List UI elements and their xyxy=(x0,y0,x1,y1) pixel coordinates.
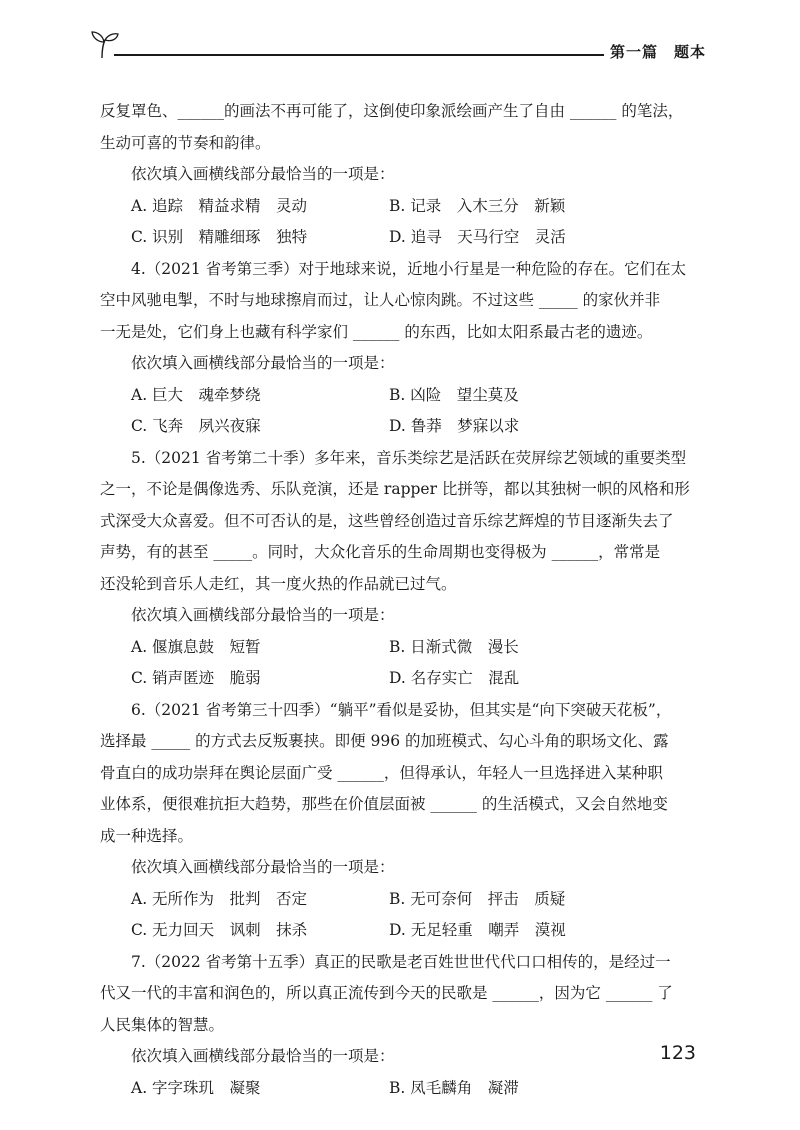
passage-line: 声势，有的甚至 _____。同时，大众化音乐的生命周期也变得极为 ______，常常是 xyxy=(100,543,661,561)
options-row xyxy=(100,663,698,695)
option-d: D. 鲁莽 梦寐以求 xyxy=(389,417,520,435)
passage-line: 式深受大众喜爱。但不可否认的是，这些曾经创造过音乐综艺辉煌的节目逐渐失去了 xyxy=(100,511,674,530)
question-prompt: 依次填入画横线部分最恰当的一项是： xyxy=(131,354,395,372)
question-prompt: 依次填入画横线部分最恰当的一项是： xyxy=(131,165,395,183)
option-d: D. 无足轻重 嘲弄 漠视 xyxy=(389,921,566,939)
options-row xyxy=(100,632,698,664)
question-5-line: 5.（2021 省考第二十季）多年来，音乐类综艺是活跃在荧屏综艺领域的重要类型 xyxy=(131,448,687,467)
question-prompt: 依次填入画横线部分最恰当的一项是： xyxy=(131,1047,395,1065)
options-row xyxy=(100,915,698,947)
option-b: B. 日渐式微 漫长 xyxy=(389,637,519,656)
question-prompt: 依次填入画横线部分最恰当的一项是： xyxy=(131,858,395,876)
question-prompt: 依次填入画横线部分最恰当的一项是： xyxy=(131,606,395,624)
options-row xyxy=(100,380,698,412)
passage-line: 之一，不论是偶像选秀、乐队竞演，还是 rapper 比拼等，都以其独树一帜的风格和形 xyxy=(100,480,690,498)
passage-line: 空中风驰电掣，不时与地球擦肩而过，让人心惊肉跳。不过这些 _____ 的家伙并非 xyxy=(100,291,661,309)
options-row xyxy=(100,191,698,223)
passage-line: 一无是处，它们身上也藏有科学家们 ______ 的东西，比如太阳系最古老的遗迹。 xyxy=(100,322,653,341)
passage-line: 生动可喜的节奏和韵律。 xyxy=(100,133,271,152)
passage-line: 反复罩色、______的画法不再可能了，这倒使印象派绘画产生了自由 ______ 的笔法， xyxy=(100,102,684,120)
option-a: A. 追踪 精益求精 灵动 xyxy=(131,196,308,215)
option-d: D. 名存实亡 混乱 xyxy=(389,669,520,687)
option-d: D. 追寻 天马行空 灵活 xyxy=(389,228,566,246)
option-c: C. 飞奔 夙兴夜寐 xyxy=(131,417,261,435)
question-7-line: 7.（2022 省考第十五季）真正的民歌是老百姓世世代代口口相传的，是经过一 xyxy=(131,952,671,971)
option-c: C. 无力回天 讽刺 抹杀 xyxy=(131,921,308,939)
question-4-line: 4.（2021 省考第三季）对于地球来说，近地小行星是一种危险的存在。它们在太 xyxy=(131,259,687,278)
passage-line: 选择最 _____ 的方式去反叛裹挟。即便 996 的加班模式、勾心斗角的职场文化、露 xyxy=(100,732,669,750)
passage-line: 成一种选择。 xyxy=(100,826,194,845)
passage-line: 骨直白的成功崇拜在舆论层面广受 ______，但得承认，年轻人一旦选择进入某种职 xyxy=(100,763,663,782)
passage-line: 人民集体的智慧。 xyxy=(100,1015,225,1034)
question-6-line: 6.（2021 省考第三十四季）“躺平”看似是妥协，但其实是“向下突破天花板”， xyxy=(131,700,672,719)
passage-line: 还没轮到音乐人走红，其一度火热的作品就已过气。 xyxy=(100,574,457,593)
option-a: A. 巨大 魂牵梦绕 xyxy=(131,385,261,404)
option-a: A. 无所作为 批判 否定 xyxy=(131,889,308,908)
option-b: B. 无可奈何 抨击 质疑 xyxy=(389,889,566,908)
option-c: C. 识别 精雕细琢 独特 xyxy=(131,228,308,246)
options-row xyxy=(100,411,698,443)
question-body xyxy=(100,96,698,1104)
passage-line: 代又一代的丰富和润色的，所以真正流传到今天的民歌是 ______，因为它 ______ 了 xyxy=(100,984,673,1002)
page-number: 123 xyxy=(659,1042,696,1064)
options-row xyxy=(100,1073,698,1105)
options-row xyxy=(100,884,698,916)
options-row xyxy=(100,222,698,254)
passage-line: 业体系，便很难抗拒大趋势，那些在价值层面被 ______ 的生活模式，又会自然地变 xyxy=(100,795,668,813)
header-title: 第一篇 题本 xyxy=(609,43,706,61)
page-header xyxy=(88,28,706,68)
option-c: C. 销声匿迹 脆弱 xyxy=(131,669,261,687)
option-b: B. 记录 入木三分 新颖 xyxy=(389,196,566,215)
option-a: A. 偃旗息鼓 短暂 xyxy=(131,637,261,656)
option-a: A. 字字珠玑 凝聚 xyxy=(131,1078,261,1097)
option-b: B. 凶险 望尘莫及 xyxy=(389,385,519,404)
option-b: B. 凤毛麟角 凝滞 xyxy=(389,1078,519,1097)
header-rule xyxy=(114,54,604,56)
